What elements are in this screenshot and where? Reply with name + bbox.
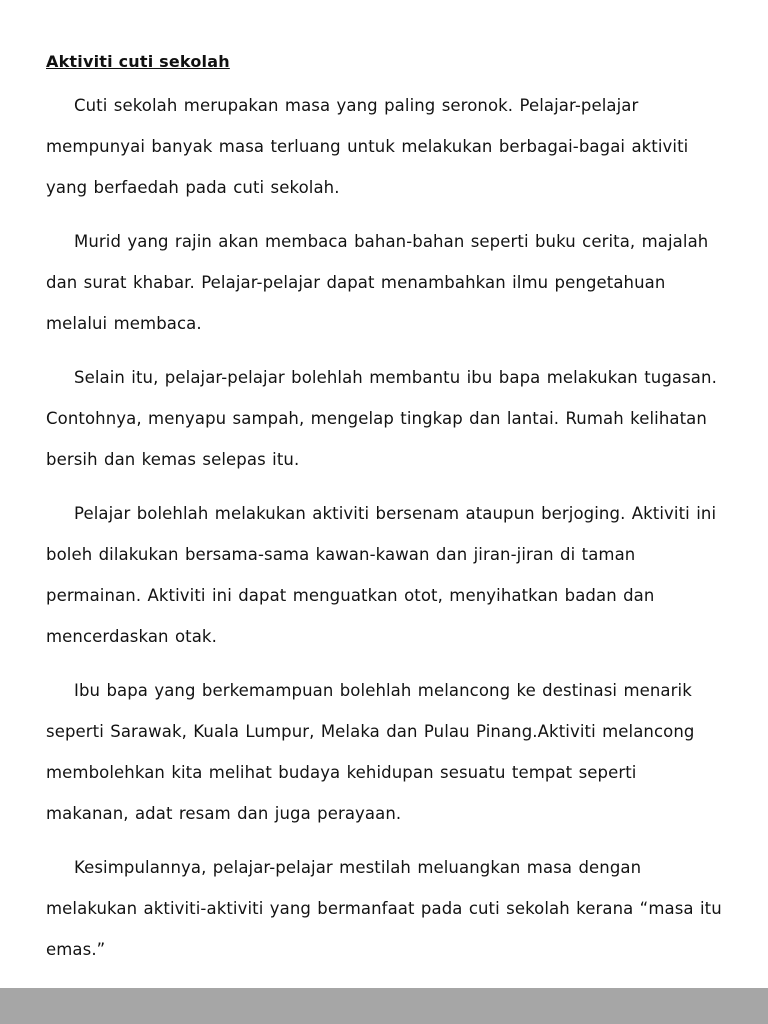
paragraph-reading: Murid yang rajin akan membaca bahan-bahan seperti buku cerita, majalah dan surat khabar. Pelajar-pelajar dapat menambahkan ilmu pengetahuan melalui membaca. xyxy=(46,232,709,333)
paragraph-intro: Cuti sekolah merupakan masa yang paling seronok. Pelajar-pelajar mempunyai banyak masa terluang untuk melakukan berbagai-bagai aktiviti yang berfaedah pada cuti sekolah. xyxy=(46,96,689,197)
paragraph-chores: Selain itu, pelajar-pelajar bolehlah membantu ibu bapa melakukan tugasan. Contohnya, menyapu sampah, mengelap tingkap dan lantai. Rumah kelihatan bersih dan kemas selepas itu. xyxy=(46,368,717,469)
document-title: Aktiviti cuti sekolah xyxy=(46,52,230,71)
paragraph-exercise: Pelajar bolehlah melakukan aktiviti bersenam ataupun berjoging. Aktiviti ini boleh dilakukan bersama-sama kawan-kawan dan jiran-jiran di taman permainan. Aktiviti ini dapat menguatkan otot, menyihatkan badan dan mencerdaskan otak. xyxy=(46,504,717,646)
page-background-gutter xyxy=(0,988,768,1024)
paragraph-travel: Ibu bapa yang berkemampuan bolehlah melancong ke destinasi menarik seperti Sarawak, Kuala Lumpur, Melaka dan Pulau Pinang.Aktiviti melancong membolehkan kita melihat budaya kehidupan sesuatu tempat seperti makanan, adat resam dan juga perayaan. xyxy=(46,681,695,823)
paragraph-conclusion: Kesimpulannya, pelajar-pelajar mestilah meluangkan masa dengan melakukan aktiviti-aktiviti yang bermanfaat pada cuti sekolah kerana “masa itu emas.” xyxy=(46,858,722,959)
